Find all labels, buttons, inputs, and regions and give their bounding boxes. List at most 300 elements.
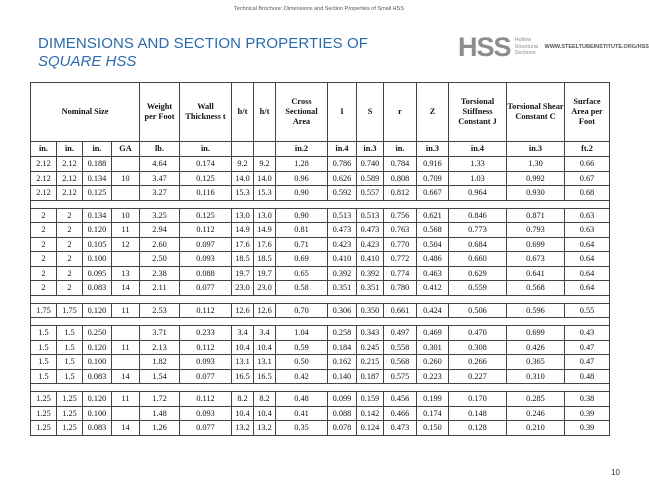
table-cell: 0.67: [565, 171, 610, 186]
table-cell: 1.28: [276, 157, 328, 172]
table-cell: 0.125: [180, 208, 232, 223]
logo-words: Hollow Structural Sections: [514, 37, 539, 57]
table-cell: 0.38: [565, 392, 610, 407]
table-cell: 0.083: [83, 421, 112, 436]
table-cell: 1.25: [57, 421, 83, 436]
table-cell: 0.215: [357, 355, 384, 370]
table-cell: 2: [31, 223, 57, 238]
table-cell: 2.12: [31, 171, 57, 186]
table-row: [31, 171, 610, 186]
table-cell: 0.770: [384, 237, 417, 252]
table-cell: 2: [57, 266, 83, 281]
table-cell: 0.513: [357, 208, 384, 223]
table-cell: 1.5: [31, 340, 57, 355]
table-cell: 0.47: [565, 340, 610, 355]
table-cell: 0.568: [417, 223, 449, 238]
table-cell: 23.0: [254, 281, 276, 296]
unit-cell: in.: [57, 142, 83, 157]
table-cell: 0.64: [565, 266, 610, 281]
table-cell: 0.105: [83, 237, 112, 252]
table-cell: 0.134: [83, 208, 112, 223]
unit-cell: [232, 142, 254, 157]
table-cell: 0.392: [328, 266, 357, 281]
table-cell: 0.808: [384, 171, 417, 186]
table-cell: 0.466: [384, 406, 417, 421]
table-cell: 14: [112, 281, 140, 296]
group-spacer: [31, 384, 610, 392]
table-cell: 23.0: [232, 281, 254, 296]
table-cell: 2: [31, 266, 57, 281]
table-cell: 2.12: [57, 171, 83, 186]
table-cell: 0.39: [565, 421, 610, 436]
table-cell: 16.5: [232, 369, 254, 384]
table-cell: 2: [31, 281, 57, 296]
spacer-cell: [31, 200, 610, 208]
table-cell: 2: [31, 237, 57, 252]
table-cell: 13.0: [232, 208, 254, 223]
table-cell: 2: [31, 252, 57, 267]
section-properties-table: [30, 82, 610, 436]
page-title: DIMENSIONS AND SECTION PROPERTIES OF: [38, 35, 369, 52]
table-cell: 0.41: [276, 406, 328, 421]
table-cell: 0.174: [180, 157, 232, 172]
table-cell: 0.112: [180, 340, 232, 355]
table-cell: 0.245: [357, 340, 384, 355]
units-row: [31, 142, 610, 157]
table-row: [31, 252, 610, 267]
table-row: [31, 392, 610, 407]
table-cell: 0.128: [449, 421, 507, 436]
table-cell: 0.463: [417, 266, 449, 281]
table-cell: 0.174: [417, 406, 449, 421]
table-cell: 0.68: [565, 186, 610, 201]
table-cell: 18.5: [254, 252, 276, 267]
table-cell: 1.54: [140, 369, 180, 384]
table-cell: 0.50: [276, 355, 328, 370]
table-cell: 0.48: [276, 392, 328, 407]
table-cell: 13: [112, 266, 140, 281]
table-cell: 0.120: [83, 303, 112, 318]
table-cell: 0.083: [83, 369, 112, 384]
table-cell: 0.58: [276, 281, 328, 296]
table-cell: 0.112: [180, 223, 232, 238]
table-row: [31, 186, 610, 201]
table-cell: 0.260: [417, 355, 449, 370]
table-cell: 13.2: [232, 421, 254, 436]
table-cell: 0.660: [449, 252, 507, 267]
table-cell: 0.412: [417, 281, 449, 296]
table-cell: 14.0: [232, 171, 254, 186]
table-cell: 0.424: [417, 303, 449, 318]
table-cell: 0.568: [507, 281, 565, 296]
unit-cell: in.: [31, 142, 57, 157]
table-cell: 0.246: [507, 406, 565, 421]
table-cell: 0.423: [357, 237, 384, 252]
unit-cell: ft.2: [565, 142, 610, 157]
header-r: r: [384, 83, 417, 142]
table-cell: 14.9: [254, 223, 276, 238]
table-cell: 0.90: [276, 186, 328, 201]
table-cell: 15.3: [254, 186, 276, 201]
table-cell: 1.25: [31, 406, 57, 421]
table-cell: 0.43: [565, 326, 610, 341]
header-nominal-size: Nominal Size: [31, 83, 140, 142]
table-cell: 1.48: [140, 406, 180, 421]
table-cell: 1.5: [31, 369, 57, 384]
table-cell: 0.626: [328, 171, 357, 186]
table-cell: 15.3: [232, 186, 254, 201]
table-cell: 0.100: [83, 252, 112, 267]
table-cell: 0.592: [328, 186, 357, 201]
table-cell: 11: [112, 340, 140, 355]
table-cell: 0.351: [328, 281, 357, 296]
table-cell: 12.6: [254, 303, 276, 318]
table-cell: 0.486: [417, 252, 449, 267]
table-cell: 0.120: [83, 223, 112, 238]
table-body: [31, 157, 610, 436]
table-cell: 0.116: [180, 186, 232, 201]
page-number: 10: [611, 468, 620, 477]
table-row: [31, 303, 610, 318]
table-cell: 0.142: [357, 406, 384, 421]
table-cell: 0.210: [507, 421, 565, 436]
table-cell: 10: [112, 171, 140, 186]
table-cell: 10.4: [254, 406, 276, 421]
table-cell: 2: [31, 208, 57, 223]
table-cell: 0.916: [417, 157, 449, 172]
table-cell: 0.343: [357, 326, 384, 341]
table-cell: 0.112: [180, 392, 232, 407]
table-cell: 0.774: [384, 266, 417, 281]
table-cell: 0.786: [328, 157, 357, 172]
table-cell: 19.7: [254, 266, 276, 281]
unit-cell: in.: [384, 142, 417, 157]
table-row: [31, 369, 610, 384]
table-cell: 0.497: [384, 326, 417, 341]
table-cell: 0.96: [276, 171, 328, 186]
table-cell: 11: [112, 392, 140, 407]
table-cell: 0.077: [180, 369, 232, 384]
spacer-cell: [31, 295, 610, 303]
unit-cell: in.: [180, 142, 232, 157]
group-spacer: [31, 295, 610, 303]
header-wall-thickness: Wall Thickness t: [180, 83, 232, 142]
table-cell: 0.099: [328, 392, 357, 407]
table-row: [31, 266, 610, 281]
table-cell: 0.557: [357, 186, 384, 201]
table-cell: 0.140: [328, 369, 357, 384]
header-torsional-stiffness: Torsional Stiffness Constant J: [449, 83, 507, 142]
table-cell: 0.64: [565, 237, 610, 252]
logo-url: WWW.STEELTUBEINSTITUTE.ORG/HSS: [544, 44, 649, 50]
header-bt: b/t: [232, 83, 254, 142]
table-cell: 0.930: [507, 186, 565, 201]
table-cell: 17.6: [232, 237, 254, 252]
table-cell: 1.04: [276, 326, 328, 341]
table-cell: 0.162: [328, 355, 357, 370]
table-cell: 1.5: [31, 355, 57, 370]
table-cell: 0.70: [276, 303, 328, 318]
table-cell: [112, 355, 140, 370]
table-cell: 3.47: [140, 171, 180, 186]
header-weight: Weight per Foot: [140, 83, 180, 142]
table-cell: 0.39: [565, 406, 610, 421]
table-cell: 0.504: [417, 237, 449, 252]
table-cell: 0.641: [507, 266, 565, 281]
unit-cell: [254, 142, 276, 157]
header-torsional-shear: Torsional Shear Constant C: [507, 83, 565, 142]
table-cell: 2: [57, 281, 83, 296]
table-cell: 10.4: [232, 406, 254, 421]
table-cell: 3.25: [140, 208, 180, 223]
table-cell: 1.33: [449, 157, 507, 172]
table-cell: 0.568: [384, 355, 417, 370]
table-cell: 0.506: [449, 303, 507, 318]
table-cell: [112, 157, 140, 172]
hss-logo: [458, 32, 649, 62]
table-cell: 2.11: [140, 281, 180, 296]
header-row: [31, 83, 610, 142]
table-cell: 0.473: [384, 421, 417, 436]
table-cell: 0.470: [449, 326, 507, 341]
spacer-cell: [31, 384, 610, 392]
table-cell: 19.7: [232, 266, 254, 281]
logo-mark: HSS: [458, 32, 511, 62]
table-cell: [112, 326, 140, 341]
table-cell: 1.30: [507, 157, 565, 172]
table-cell: 4.64: [140, 157, 180, 172]
table-cell: 0.64: [565, 281, 610, 296]
table-cell: 0.097: [180, 237, 232, 252]
table-cell: 16.5: [254, 369, 276, 384]
table-cell: [112, 406, 140, 421]
table-cell: 10: [112, 208, 140, 223]
table-cell: 11: [112, 303, 140, 318]
table-cell: 0.812: [384, 186, 417, 201]
table-cell: 2.12: [31, 186, 57, 201]
table-cell: 0.350: [357, 303, 384, 318]
table-cell: 0.589: [357, 171, 384, 186]
table-cell: 2.53: [140, 303, 180, 318]
unit-cell: in.3: [357, 142, 384, 157]
header-Z: Z: [417, 83, 449, 142]
table-cell: 0.410: [328, 252, 357, 267]
table-cell: 0.964: [449, 186, 507, 201]
table-row: [31, 326, 610, 341]
table-cell: 0.780: [384, 281, 417, 296]
table-cell: 2.50: [140, 252, 180, 267]
table-cell: 0.227: [449, 369, 507, 384]
header-ht: h/t: [254, 83, 276, 142]
table-cell: 1.75: [57, 303, 83, 318]
table-row: [31, 340, 610, 355]
table-cell: 0.078: [328, 421, 357, 436]
table-cell: 1.5: [31, 326, 57, 341]
table-cell: 18.5: [232, 252, 254, 267]
table-cell: 0.233: [180, 326, 232, 341]
table-cell: 1.5: [57, 369, 83, 384]
table-cell: 0.621: [417, 208, 449, 223]
unit-cell: in.: [83, 142, 112, 157]
running-head: Technical Brochure: Dimensions and Section Properties of Small HSS: [234, 6, 404, 12]
table-cell: 0.258: [328, 326, 357, 341]
table-cell: 0.112: [180, 303, 232, 318]
table-cell: 2: [57, 223, 83, 238]
table-cell: 0.125: [180, 171, 232, 186]
table-cell: 1.5: [57, 326, 83, 341]
table-cell: 0.159: [357, 392, 384, 407]
table-cell: 12.6: [232, 303, 254, 318]
table-cell: 0.077: [180, 281, 232, 296]
table-cell: 2.38: [140, 266, 180, 281]
table-cell: 0.100: [83, 355, 112, 370]
table-cell: 0.088: [328, 406, 357, 421]
table-cell: 14.0: [254, 171, 276, 186]
table-cell: 3.27: [140, 186, 180, 201]
table-cell: 0.596: [507, 303, 565, 318]
table-cell: 1.25: [57, 392, 83, 407]
table-cell: 0.365: [507, 355, 565, 370]
table-cell: 14: [112, 369, 140, 384]
table-cell: 1.26: [140, 421, 180, 436]
table-cell: 2.12: [31, 157, 57, 172]
table-row: [31, 281, 610, 296]
table-cell: 0.709: [417, 171, 449, 186]
table-cell: 0.093: [180, 406, 232, 421]
table-cell: 0.188: [83, 157, 112, 172]
table-cell: 0.088: [180, 266, 232, 281]
table-cell: 0.150: [417, 421, 449, 436]
table-cell: 3.4: [254, 326, 276, 341]
table-cell: 2.12: [57, 186, 83, 201]
table-cell: 0.093: [180, 355, 232, 370]
table-cell: 0.71: [276, 237, 328, 252]
table-cell: 0.47: [565, 355, 610, 370]
table-cell: 10.4: [232, 340, 254, 355]
table-cell: 0.513: [328, 208, 357, 223]
table-cell: [112, 186, 140, 201]
table-cell: 0.756: [384, 208, 417, 223]
table-row: [31, 237, 610, 252]
table-cell: 3.71: [140, 326, 180, 341]
table-cell: 0.077: [180, 421, 232, 436]
table-cell: 2.94: [140, 223, 180, 238]
table-cell: 0.772: [384, 252, 417, 267]
table-cell: 13.2: [254, 421, 276, 436]
table-cell: 0.66: [565, 157, 610, 172]
table-cell: 0.69: [276, 252, 328, 267]
table-cell: 0.699: [507, 326, 565, 341]
table-row: [31, 157, 610, 172]
table-cell: 1.03: [449, 171, 507, 186]
table-cell: 0.301: [417, 340, 449, 355]
unit-cell: in.4: [449, 142, 507, 157]
table-cell: 0.871: [507, 208, 565, 223]
table-cell: 0.784: [384, 157, 417, 172]
unit-cell: in.3: [507, 142, 565, 157]
table-cell: 0.148: [449, 406, 507, 421]
table-cell: 13.0: [254, 208, 276, 223]
unit-cell: in.4: [328, 142, 357, 157]
table-cell: 13.1: [254, 355, 276, 370]
table-cell: 0.473: [357, 223, 384, 238]
table-cell: 0.170: [449, 392, 507, 407]
table-cell: 0.992: [507, 171, 565, 186]
unit-cell: GA: [112, 142, 140, 157]
table-cell: 0.120: [83, 340, 112, 355]
table-cell: 0.125: [83, 186, 112, 201]
table-cell: 0.558: [384, 340, 417, 355]
table-cell: 0.473: [328, 223, 357, 238]
table-cell: 0.199: [417, 392, 449, 407]
header-area: Cross Sectional Area: [276, 83, 328, 142]
table-cell: 12: [112, 237, 140, 252]
group-spacer: [31, 318, 610, 326]
table-cell: 8.2: [232, 392, 254, 407]
table-cell: 0.42: [276, 369, 328, 384]
table-cell: 0.661: [384, 303, 417, 318]
table-cell: 0.306: [328, 303, 357, 318]
table-cell: 0.63: [565, 223, 610, 238]
table-cell: 0.55: [565, 303, 610, 318]
table-row: [31, 208, 610, 223]
table-cell: 11: [112, 223, 140, 238]
spacer-cell: [31, 318, 610, 326]
table-row: [31, 421, 610, 436]
table-cell: 1.25: [57, 406, 83, 421]
table-cell: 0.469: [417, 326, 449, 341]
table-cell: 0.134: [83, 171, 112, 186]
table-row: [31, 355, 610, 370]
table-cell: 2: [57, 208, 83, 223]
table-cell: 1.5: [57, 340, 83, 355]
table-cell: 2: [57, 252, 83, 267]
table-cell: 2.13: [140, 340, 180, 355]
table-cell: 0.426: [507, 340, 565, 355]
table-row: [31, 406, 610, 421]
table-cell: 9.2: [232, 157, 254, 172]
table-cell: 8.2: [254, 392, 276, 407]
table-cell: 0.100: [83, 406, 112, 421]
table-cell: 0.48: [565, 369, 610, 384]
table-cell: 0.083: [83, 281, 112, 296]
table-cell: 17.6: [254, 237, 276, 252]
table-cell: 0.266: [449, 355, 507, 370]
table-cell: 0.423: [328, 237, 357, 252]
table-cell: 1.5: [57, 355, 83, 370]
table-cell: 0.699: [507, 237, 565, 252]
table-cell: 0.187: [357, 369, 384, 384]
table-cell: 0.093: [180, 252, 232, 267]
table-cell: 0.629: [449, 266, 507, 281]
header-I: I: [328, 83, 357, 142]
table-cell: 0.763: [384, 223, 417, 238]
table-cell: 0.35: [276, 421, 328, 436]
table-cell: 0.120: [83, 392, 112, 407]
table-cell: 0.773: [449, 223, 507, 238]
table-cell: 1.75: [31, 303, 57, 318]
table-cell: 0.63: [565, 208, 610, 223]
table-cell: 0.559: [449, 281, 507, 296]
table-cell: 0.351: [357, 281, 384, 296]
table-cell: 0.285: [507, 392, 565, 407]
table-cell: 14: [112, 421, 140, 436]
table-cell: 0.673: [507, 252, 565, 267]
table-cell: 0.095: [83, 266, 112, 281]
group-spacer: [31, 200, 610, 208]
table-cell: 0.310: [507, 369, 565, 384]
table-cell: 2: [57, 237, 83, 252]
